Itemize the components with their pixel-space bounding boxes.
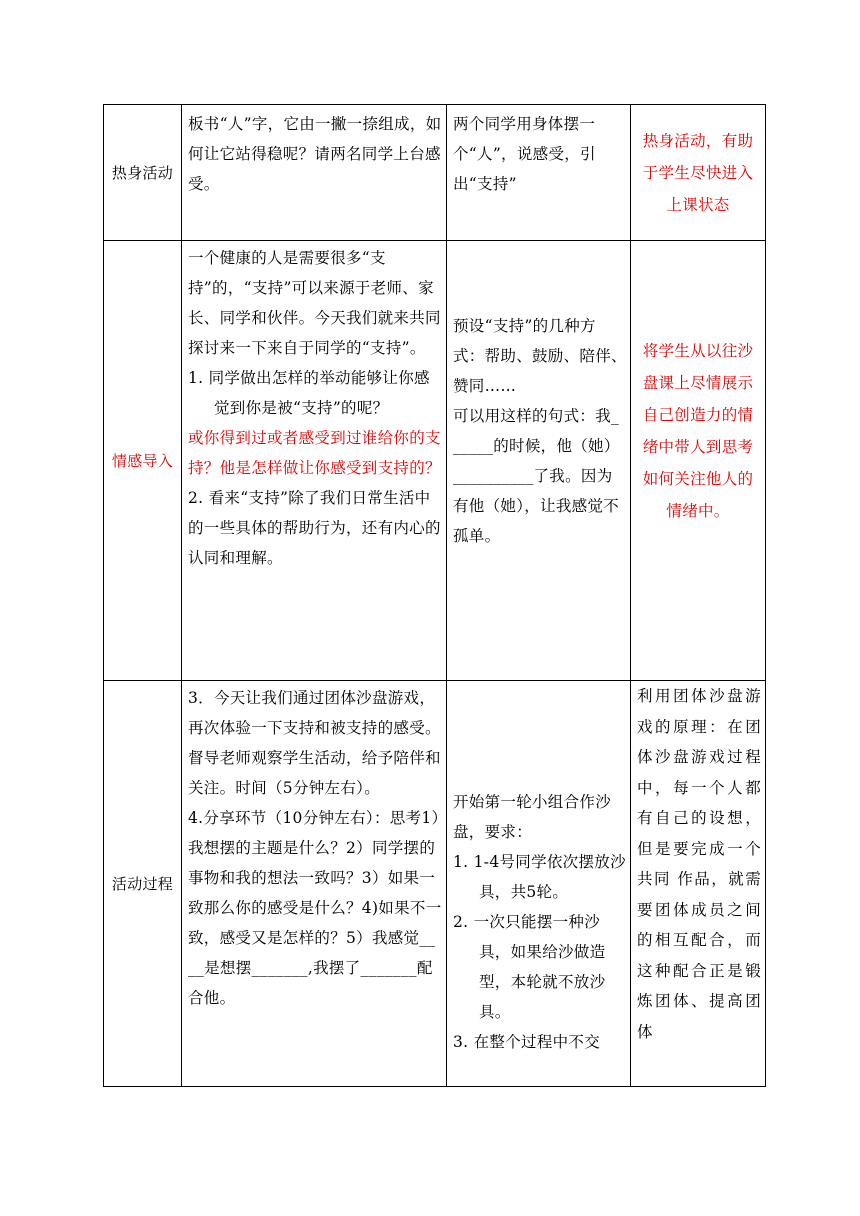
student-round-intro: 开始第一轮小组合作沙盘，要求：	[453, 793, 612, 841]
question-1-text: 1. 同学做出怎样的举动能够让你感觉到你是被“支持”的呢？	[188, 369, 430, 417]
teacher-activity-text: 板书“人”字，它由一撇一捺组成，如何让它站得稳呢？请两名同学上台感受。	[188, 115, 442, 193]
teacher-activity-cell	[182, 105, 447, 241]
rule-item: 2. 一次只能摆一种沙具，如果给沙做造型，本轮就不放沙具。	[453, 913, 606, 1021]
teacher-activity-cell	[182, 241, 447, 681]
student-activity-cell	[447, 105, 631, 241]
stage-cell: 热身活动	[104, 105, 182, 241]
student-sentence-text: 可以用这样的句式：我______的时候，他（她）__________了我。因为有他（她），让我感觉不孤单。	[453, 406, 620, 545]
rule-item: 3. 在整个过程中不交	[453, 1033, 601, 1051]
design-purpose-cell: 利用团体沙盘游戏的原理：在团体沙盘游戏过程中，每一个人都有自己的设想，但是要完成一个共同 作品，就需要团体成员之间的相互配合，而这种配合正是锻炼团体、提高团体	[631, 681, 766, 1087]
table-row-warmup	[104, 105, 766, 241]
teacher-supervise-text: 督导老师观察学生活动，给予陪伴和关注。时间（5分钟左右）。	[188, 749, 441, 797]
student-preset-text: 预设“支持”的几种方式：帮助、鼓励、陪伴、赞同……	[453, 316, 627, 395]
teacher-intro-text: 一个健康的人是需要很多“支持”的，“支持”可以来源于老师、家长、同学和伙伴。今天我们就来共同探讨来一下来自于同学的“支持”。	[188, 249, 441, 357]
rule-item: 1. 1-4号同学依次摆放沙具，共5轮。	[453, 853, 626, 901]
design-purpose-cell: 将学生从以往沙盘课上尽情展示自己创造力的情绪中带人到思考如何关注他人的情绪中。	[631, 241, 766, 681]
teacher-activity-cell	[182, 681, 447, 1087]
table-row-activity-process	[104, 681, 766, 1087]
student-activity-cell	[447, 241, 631, 681]
question-2-text: 2. 看来“支持”除了我们日常生活中的一些具体的帮助行为，还有内心的认同和理解。	[188, 489, 441, 567]
design-purpose-cell: 热身活动，有助于学生尽快进入上课状态	[631, 105, 766, 241]
table-row-emotion-intro	[104, 241, 766, 681]
lesson-plan-table	[103, 104, 766, 1087]
teacher-game-text: 3．今天让我们通过团体沙盘游戏，再次体验一下支持和被支持的感受。	[188, 689, 441, 737]
stage-cell: 情感导入	[104, 241, 182, 681]
student-activity-cell	[447, 681, 631, 1087]
question-1-followup-text: 或你得到过或者感受到过谁给你的支持？他是怎样做让你感受到支持的？	[188, 429, 441, 477]
stage-cell: 活动过程	[104, 681, 182, 1087]
teacher-share-text: 4.分享环节（10分钟左右）：思考1）我想摆的主题是什么？2）同学摆的事物和我的想法一致吗？3）如果一致那么你的感受是什么？4)如果不一致，感受又是怎样的？5）我感觉____是想摆_______,我摆了_______配合他。	[188, 809, 442, 1007]
student-activity-text: 两个同学用身体摆一个“人”，说感受，引出“支持”	[453, 115, 596, 193]
